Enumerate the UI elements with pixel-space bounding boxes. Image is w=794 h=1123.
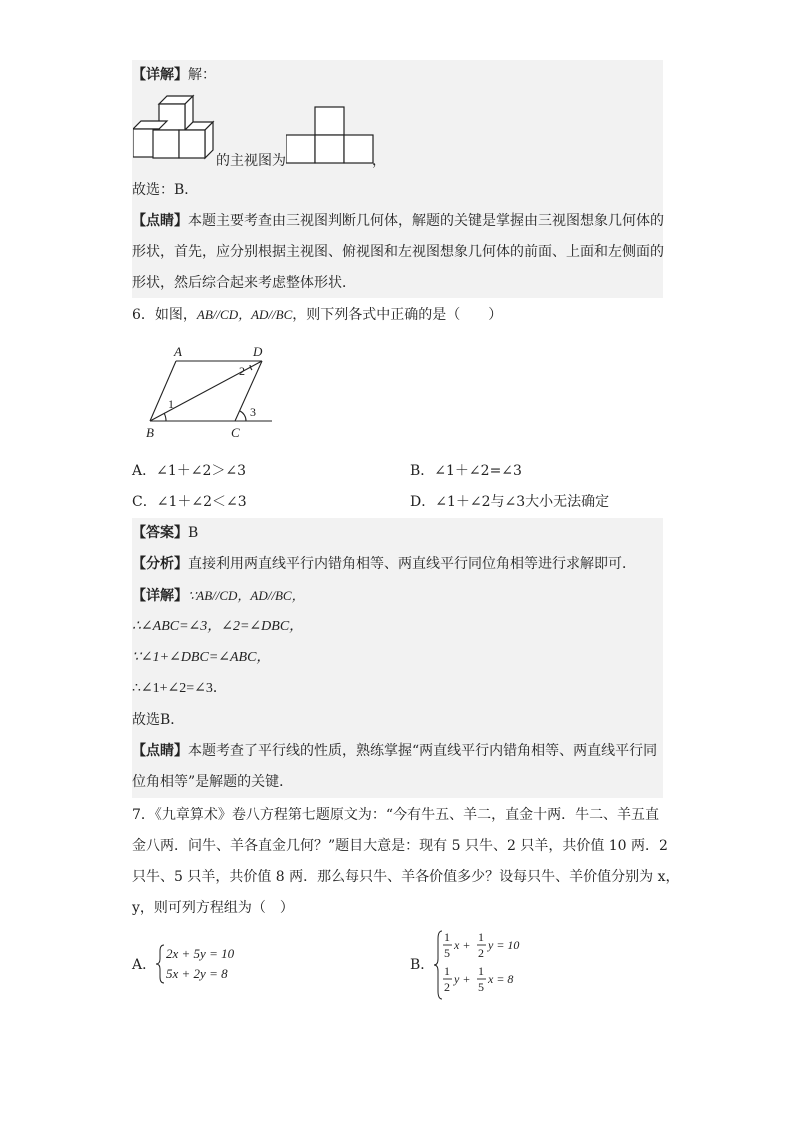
comment-text: 本题考查了平行线的性质，熟练掌握“两直线平行内错角相等、两直线平行同	[188, 743, 658, 759]
q6-analysis-line	[132, 549, 662, 580]
q6-comment-line-2: 位角相等”是解题的关键．	[132, 774, 294, 790]
answer-head: 【答案】	[132, 525, 188, 541]
q6-stem	[132, 299, 662, 330]
front-view-comma: ，	[372, 153, 386, 169]
q7-option-a-eq2: 5x + 2y = 8	[166, 966, 228, 981]
q7-option-a-system	[156, 943, 246, 985]
b-eq2-num1: 1	[444, 964, 450, 978]
vertex-label-a: A	[174, 344, 182, 359]
q7-option-b-label: B．	[410, 957, 435, 973]
q7-stem-line-3: 只牛、5 只羊，共价值 8 两．那么每只牛、羊各价值多少？设每只牛、羊价值分别为 x，	[132, 869, 680, 885]
analysis-head: 【分析】	[132, 556, 188, 572]
b-eq2-den1: 2	[444, 980, 450, 994]
detail-intro: 解：	[188, 67, 216, 83]
q7-option-a[interactable]	[132, 950, 156, 981]
b-eq1-den2: 2	[478, 946, 484, 960]
q6-detail-line-4: ∴∠1+∠2=∠3．	[132, 681, 227, 696]
comment-head: 【点睛】	[132, 743, 188, 759]
answer-value: B	[188, 525, 199, 541]
prev-comment-line-1	[132, 206, 662, 237]
b-eq1-den1: 5	[444, 946, 450, 960]
angle-label-1: 1	[168, 397, 174, 411]
q6-stem-pre: 6．如图，	[132, 307, 197, 323]
b-eq2-var2: x = 8	[488, 972, 514, 986]
q6-detail-line-3: ∵∠1+∠DBC=∠ABC，	[132, 650, 271, 665]
q6-detail-line-1	[132, 580, 662, 611]
detail-step-1: ∵AB//CD，AD//BC，	[188, 588, 305, 603]
angle-label-3: 3	[250, 405, 256, 419]
q7-option-b[interactable]	[410, 950, 434, 981]
b-eq2-var1: y +	[454, 972, 471, 986]
b-eq2-den2: 5	[478, 980, 484, 994]
q6-option-d[interactable]: D．∠1＋∠2与∠3大小无法确定	[410, 494, 610, 510]
q7-option-b-system	[434, 929, 534, 1001]
q6-stem-post: ，则下列各式中正确的是（ ）	[292, 307, 503, 323]
q7-stem-line-1: 7．《九章算术》卷八方程第七题原文为：“今有牛五、羊二，直金十两．牛二、羊五直	[132, 807, 660, 823]
angle-label-2: 2	[239, 364, 245, 378]
q6-option-c[interactable]: C．∠1＋∠2＜∠3	[132, 494, 247, 510]
vertex-label-b: B	[146, 425, 154, 440]
q6-comment-line-1	[132, 736, 662, 767]
q6-option-a[interactable]: A．∠1＋∠2＞∠3	[132, 463, 247, 479]
b-eq1-num2: 1	[478, 930, 484, 944]
front-view-figure	[286, 106, 374, 164]
front-view-label: 的主视图为	[216, 153, 286, 169]
detail-head: 【详解】	[132, 588, 188, 604]
q6-option-b[interactable]: B．∠1＋∠2=∠3	[410, 463, 522, 479]
q7-stem-line-2: 金八两．问牛、羊各直金几何？”题目大意是：现有 5 只牛、2 只羊，共价值 10 两．2	[132, 838, 668, 854]
b-eq1-var1: x +	[454, 938, 471, 952]
detail-head: 【详解】	[132, 67, 188, 83]
prev-detail-line	[132, 60, 662, 91]
b-eq1-var2: y = 10	[488, 938, 520, 952]
comment-text: 本题主要考查由三视图判断几何体，解题的关键是掌握由三视图想象几何体的	[188, 213, 664, 229]
vertex-label-c: C	[231, 425, 240, 440]
q6-select-line: 故选B．	[132, 712, 185, 728]
parallelogram-figure	[140, 340, 280, 442]
q6-stem-math: AB//CD，AD//BC	[196, 307, 293, 322]
comment-head: 【点睛】	[132, 213, 188, 229]
vertex-label-d: D	[253, 344, 263, 359]
b-eq1-num1: 1	[444, 930, 450, 944]
prev-select-line: 故选：B．	[132, 182, 199, 198]
analysis-text: 直接利用两直线平行内错角相等、两直线平行同位角相等进行求解即可．	[188, 556, 636, 572]
b-eq2-num2: 1	[478, 964, 484, 978]
prev-comment-line-2: 形状，首先，应分别根据主视图、俯视图和左视图想象几何体的前面、上面和左侧面的	[132, 244, 664, 260]
prev-comment-line-3: 形状，然后综合起来考虑整体形状．	[132, 275, 356, 291]
q6-detail-line-2: ∴∠ABC=∠3，∠2=∠DBC，	[132, 619, 304, 634]
q6-answer-line	[132, 518, 662, 549]
q7-option-a-label: A．	[132, 957, 157, 973]
q7-stem-line-4: y，则可列方程组为（ ）	[132, 900, 294, 916]
q7-option-a-eq1: 2x + 5y = 10	[166, 946, 235, 961]
cube-stack-figure	[133, 94, 215, 166]
